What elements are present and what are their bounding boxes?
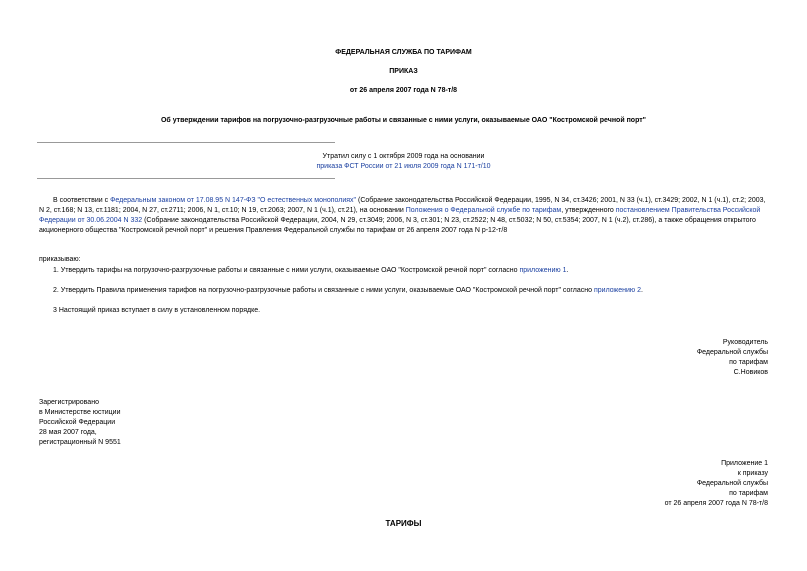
preamble-text-1: В соответствии с [53,197,111,204]
signature-line: Федеральной службы [696,349,768,356]
appendix-2-link[interactable]: приложению 2 [593,287,641,294]
document-title: Об утверждении тарифов на погрузочно-разгрузочные работы и связанные с ними услуги, оказываемые ОАО "Костромской речной порт" [160,117,647,124]
registration-line: в Министерстве юстиции [39,409,121,416]
order-word: приказываю: [39,256,81,263]
repeal-order-link[interactable]: приказа ФСТ России от 21 июля 2009 года N 171-т/10 [316,163,491,170]
government-decree-link[interactable]: постановлением Правительства Российской Федерации от 30.06.2004 N 332 [39,207,761,224]
repeal-notice-text: Утратил силу с 1 октября 2009 года на основании [322,153,485,160]
appendix-line: Приложение 1 [721,460,768,467]
appendix-line: от 26 апреля 2007 года N 78-т/8 [664,500,768,507]
signature-line: Руководитель [722,339,768,346]
order-item-2-end: . [640,287,643,294]
divider-top [37,142,335,143]
registration-number: регистрационный N 9551 [39,439,121,446]
document-type: ПРИКАЗ [389,68,418,75]
preamble-text-2: (Собрание законодательства Российской Федерации, 1995, N 34, ст.3426; 2001, N 33 (ч.1), ст.3429; 2002, N 1 (ч.1), ст.2; 2003, N 2, ст.168; N 13, ст.1181; 2004, N 27, ст.2711; 2006, N 1, ст.10; N 19, ст.2063; 2007, N 1 (ч.1), ст.21), на основании [39,197,766,214]
order-item-1-end: . [566,267,569,274]
federal-law-link[interactable]: Федеральным законом от 17.08.95 N 147-ФЗ "О естественных монополиях" [110,197,357,204]
signature-line: по тарифам [729,359,768,366]
preamble-text-4: (Собрание законодательства Российской Федерации, 2004, N 29, ст.3049; 2006, N 3, ст.301; N 23, ст.2522; N 48, ст.5032; N 50, ст.5354; 2007, N 1 (ч.2), ст.286), а также обращения открытого акционерного общества "Костромской речной порт" и решения Правления Федеральной службы по тарифам от 26 апреля 2007 года N р-12-т/8 [39,217,756,234]
appendix-line: к приказу [737,470,768,477]
appendix-line: Федеральной службы [696,480,768,487]
agency-name: ФЕДЕРАЛЬНАЯ СЛУЖБА ПО ТАРИФАМ [335,49,472,56]
repeal-notice [0,152,807,172]
order-item-1 [53,266,773,276]
divider-bottom [37,178,335,179]
signatory-name: С.Новиков [733,369,768,376]
order-item-2-text: 2. Утвердить Правила применения тарифов на погрузочно-разгрузочные работы и связанные с ними услуги, оказываемые ОАО "Костромской речной порт" согласно [53,287,594,294]
appendix-1-link[interactable]: приложению 1 [519,267,567,274]
appendix-header [665,459,768,509]
section-title: ТАРИФЫ [385,519,422,528]
fst-regulation-link[interactable]: Положения о Федеральной службе по тарифам [405,207,562,214]
signature-block [697,338,768,378]
document-date: от 26 апреля 2007 года N 78-т/8 [349,87,458,94]
registration-line: Зарегистрировано [39,399,99,406]
order-item-2 [53,286,773,296]
registration-line: 28 мая 2007 года, [39,429,97,436]
appendix-line: по тарифам [729,490,768,497]
registration-line: Российской Федерации [39,419,116,426]
order-item-3 [53,306,773,316]
order-item-3-text: 3 Настоящий приказ вступает в силу в установленном порядке. [53,307,261,314]
registration-block [39,398,121,448]
preamble-text-3: , утвержденного [561,207,616,214]
preamble-paragraph [39,196,769,236]
order-item-1-text: 1. Утвердить тарифы на погрузочно-разгрузочные работы и связанные с ними услуги, оказываемые ОАО "Костромской речной порт" согласно [53,267,520,274]
